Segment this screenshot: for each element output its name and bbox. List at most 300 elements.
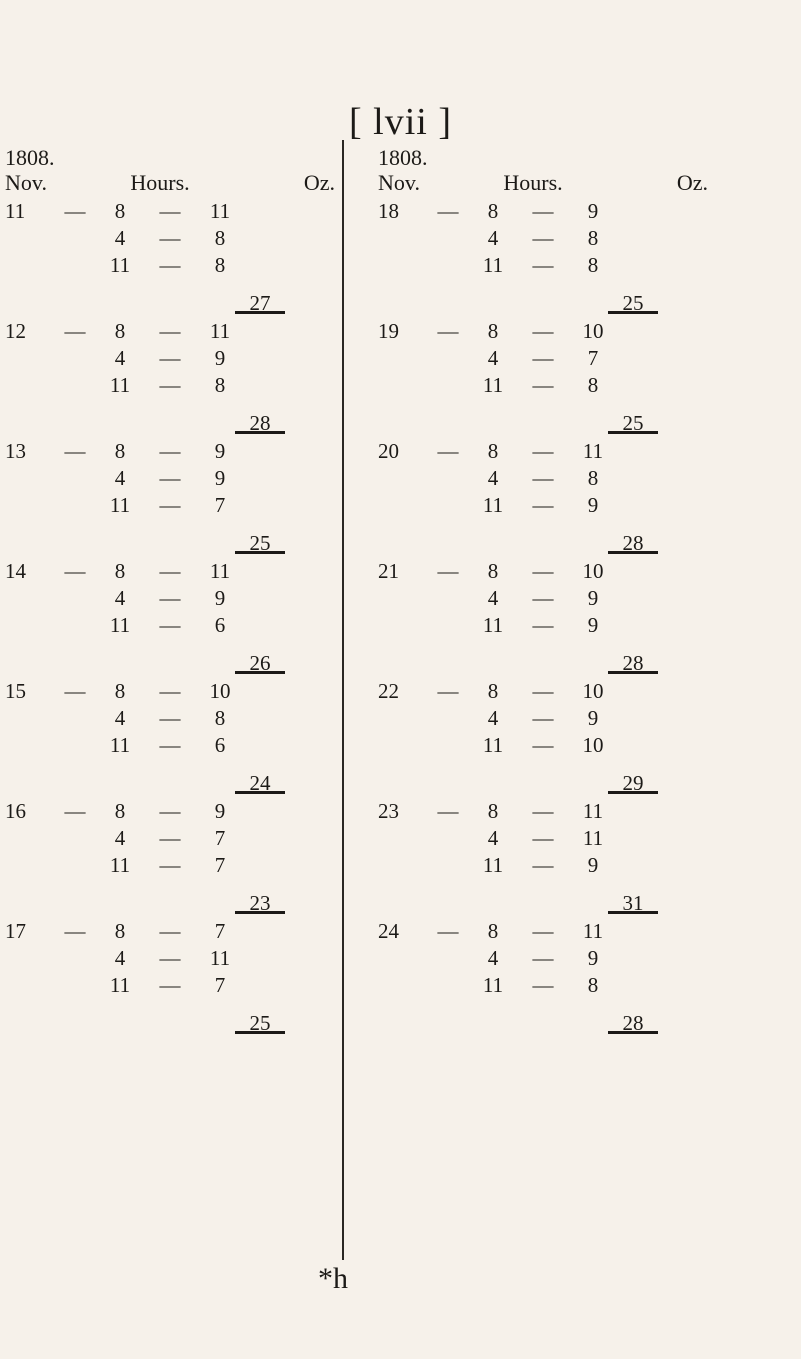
spacer — [245, 252, 335, 279]
total-value: 26 — [249, 651, 271, 675]
dash-separator — [428, 945, 468, 972]
table-row — [5, 612, 335, 639]
dash-separator: — — [532, 853, 554, 877]
dash-separator: — — [532, 346, 554, 370]
dash-separator — [55, 945, 95, 972]
ounce-value: 9 — [587, 493, 599, 517]
dash-separator — [428, 825, 468, 852]
dash-separator: — — [532, 493, 554, 517]
spacer — [618, 465, 708, 492]
ounce-value: 11 — [582, 826, 604, 850]
dash-separator: — — [159, 586, 181, 610]
ounce-value: 7 — [214, 493, 226, 517]
dash-separator: — — [437, 319, 459, 343]
day-block — [378, 798, 708, 918]
hour-value: 11 — [482, 853, 504, 877]
table-row — [5, 585, 335, 612]
hour-value: 8 — [487, 559, 499, 583]
hour-value: 4 — [487, 346, 499, 370]
spacer — [245, 852, 335, 879]
dash-separator: — — [159, 679, 181, 703]
day-block — [5, 438, 335, 558]
dash-separator: — — [532, 799, 554, 823]
dash-separator — [55, 612, 95, 639]
hour-value: 11 — [482, 733, 504, 757]
day-number — [378, 852, 428, 879]
hour-value: 11 — [482, 253, 504, 277]
ounce-value: 11 — [582, 919, 604, 943]
dash-separator — [55, 732, 95, 759]
ounce-value: 10 — [582, 679, 604, 703]
dash-separator: — — [64, 439, 86, 463]
spacer — [245, 798, 335, 825]
spacer — [618, 318, 708, 345]
table-row — [5, 705, 335, 732]
ounce-value: 9 — [587, 613, 599, 637]
table-row — [5, 318, 335, 345]
spacer — [245, 492, 335, 519]
table-row — [5, 825, 335, 852]
table-row — [378, 972, 708, 999]
spacer — [245, 465, 335, 492]
spacer — [245, 345, 335, 372]
day-number — [5, 492, 55, 519]
ounce-value: 10 — [209, 679, 231, 703]
dash-separator: — — [532, 466, 554, 490]
day-block — [5, 558, 335, 678]
dash-separator — [55, 972, 95, 999]
spacer — [618, 852, 708, 879]
daily-total — [378, 1009, 708, 1038]
day-number — [378, 492, 428, 519]
total-value: 24 — [249, 771, 271, 795]
day-block — [5, 198, 335, 318]
dash-separator: — — [532, 826, 554, 850]
hour-value: 4 — [487, 226, 499, 250]
day-number — [378, 585, 428, 612]
dash-separator: — — [159, 853, 181, 877]
spacer — [245, 972, 335, 999]
dash-separator — [428, 972, 468, 999]
hour-value: 4 — [487, 826, 499, 850]
dash-separator: — — [437, 799, 459, 823]
table-row — [378, 492, 708, 519]
dash-separator — [55, 252, 95, 279]
hour-value: 11 — [109, 373, 131, 397]
hour-value: 11 — [482, 973, 504, 997]
table-row — [378, 732, 708, 759]
table-row — [378, 198, 708, 225]
hour-value: 8 — [114, 679, 126, 703]
day-number — [5, 612, 55, 639]
ounce-value: 10 — [582, 733, 604, 757]
ounce-value: 11 — [209, 199, 231, 223]
spacer — [618, 825, 708, 852]
daily-total — [5, 409, 335, 438]
table-row — [5, 372, 335, 399]
dash-separator: — — [159, 439, 181, 463]
spacer — [618, 252, 708, 279]
dash-separator: — — [437, 919, 459, 943]
dash-separator: — — [532, 733, 554, 757]
ounce-value: 11 — [209, 946, 231, 970]
dash-separator — [55, 825, 95, 852]
spacer — [618, 732, 708, 759]
ounce-value: 9 — [214, 586, 226, 610]
ounce-value: 8 — [214, 253, 226, 277]
hour-value: 4 — [114, 706, 126, 730]
dash-separator — [428, 705, 468, 732]
day-number: 18 — [378, 199, 399, 223]
day-block — [378, 678, 708, 798]
total-value: 25 — [622, 411, 644, 435]
dash-separator — [428, 852, 468, 879]
hour-value: 11 — [482, 613, 504, 637]
ounce-value: 11 — [582, 799, 604, 823]
hour-value: 11 — [109, 733, 131, 757]
ounce-value: 9 — [587, 853, 599, 877]
spacer — [245, 945, 335, 972]
hour-value: 8 — [487, 799, 499, 823]
ounce-value: 8 — [214, 226, 226, 250]
page-header: [ lvii ] — [349, 101, 452, 143]
spacer — [618, 438, 708, 465]
hour-value: 8 — [114, 919, 126, 943]
right-column-headers — [378, 170, 708, 198]
day-number: 11 — [5, 199, 26, 223]
spacer — [245, 372, 335, 399]
day-number: 12 — [5, 319, 26, 343]
hour-value: 11 — [482, 373, 504, 397]
ounce-value: 9 — [214, 799, 226, 823]
dash-separator: — — [437, 439, 459, 463]
table-row — [378, 225, 708, 252]
day-number — [378, 825, 428, 852]
left-year: 1808. — [5, 145, 55, 170]
left-day-list — [5, 198, 335, 1038]
dash-separator: — — [532, 559, 554, 583]
table-row — [5, 558, 335, 585]
dash-separator: — — [532, 439, 554, 463]
hour-value: 8 — [114, 199, 126, 223]
dash-separator — [55, 705, 95, 732]
total-value: 28 — [249, 411, 271, 435]
day-block — [378, 318, 708, 438]
right-header-hours: Hours. — [503, 170, 563, 195]
day-number — [378, 372, 428, 399]
day-number: 23 — [378, 799, 399, 823]
day-number: 14 — [5, 559, 26, 583]
daily-total — [378, 649, 708, 678]
dash-separator: — — [159, 613, 181, 637]
dash-separator: — — [64, 799, 86, 823]
table-row — [378, 465, 708, 492]
ounce-value: 8 — [587, 466, 599, 490]
dash-separator: — — [159, 733, 181, 757]
dash-separator: — — [159, 946, 181, 970]
spacer — [618, 972, 708, 999]
dash-separator — [428, 372, 468, 399]
spacer — [245, 558, 335, 585]
daily-total — [5, 529, 335, 558]
daily-total — [5, 769, 335, 798]
hour-value: 11 — [482, 493, 504, 517]
dash-separator: — — [64, 559, 86, 583]
ounce-value: 7 — [587, 346, 599, 370]
table-row — [378, 945, 708, 972]
ounce-value: 9 — [214, 466, 226, 490]
day-block — [378, 198, 708, 318]
total-value: 28 — [622, 531, 644, 555]
table-row — [5, 198, 335, 225]
day-number: 13 — [5, 439, 26, 463]
ounce-value: 9 — [587, 706, 599, 730]
total-value: 25 — [622, 291, 644, 315]
day-number — [378, 972, 428, 999]
daily-total — [5, 889, 335, 918]
spacer — [618, 225, 708, 252]
dash-separator: — — [64, 319, 86, 343]
dash-separator — [55, 225, 95, 252]
day-number: 16 — [5, 799, 26, 823]
hour-value: 4 — [114, 946, 126, 970]
table-row — [378, 798, 708, 825]
day-block — [5, 318, 335, 438]
hour-value: 8 — [114, 559, 126, 583]
dash-separator: — — [437, 559, 459, 583]
dash-separator: — — [437, 199, 459, 223]
ounce-value: 7 — [214, 919, 226, 943]
hour-value: 8 — [114, 439, 126, 463]
day-number — [5, 252, 55, 279]
hour-value: 4 — [114, 826, 126, 850]
right-day-list — [378, 198, 708, 1038]
dash-separator: — — [159, 493, 181, 517]
daily-total — [378, 409, 708, 438]
ounce-value: 9 — [587, 586, 599, 610]
day-number — [5, 585, 55, 612]
total-value: 25 — [249, 531, 271, 555]
ounce-value: 11 — [582, 439, 604, 463]
dash-separator: — — [532, 199, 554, 223]
right-year: 1808. — [378, 145, 428, 170]
hour-value: 4 — [487, 586, 499, 610]
spacer — [245, 225, 335, 252]
hour-value: 4 — [114, 586, 126, 610]
dash-separator — [428, 732, 468, 759]
column-divider — [342, 140, 344, 1260]
day-number — [5, 345, 55, 372]
dash-separator: — — [64, 679, 86, 703]
total-value: 31 — [622, 891, 644, 915]
ounce-value: 6 — [214, 733, 226, 757]
table-row — [378, 585, 708, 612]
hour-value: 8 — [114, 799, 126, 823]
dash-separator: — — [159, 319, 181, 343]
day-number — [378, 345, 428, 372]
dash-separator: — — [532, 586, 554, 610]
left-header-oz: Oz. — [303, 170, 335, 195]
dash-separator: — — [532, 226, 554, 250]
spacer — [245, 825, 335, 852]
dash-separator — [428, 612, 468, 639]
day-number: 24 — [378, 919, 399, 943]
day-number: 17 — [5, 919, 26, 943]
daily-total — [378, 889, 708, 918]
ounce-value: 7 — [214, 853, 226, 877]
dash-separator: — — [532, 613, 554, 637]
left-column-headers — [5, 170, 335, 198]
left-column — [5, 146, 335, 1038]
dash-separator: — — [159, 199, 181, 223]
spacer — [618, 492, 708, 519]
dash-separator: — — [159, 706, 181, 730]
dash-separator — [428, 225, 468, 252]
day-block — [5, 678, 335, 798]
spacer — [618, 558, 708, 585]
total-value: 25 — [249, 1011, 271, 1035]
table-row — [378, 345, 708, 372]
day-number — [5, 972, 55, 999]
spacer — [618, 798, 708, 825]
daily-total — [378, 529, 708, 558]
day-number — [5, 465, 55, 492]
daily-total — [5, 1009, 335, 1038]
dash-separator: — — [532, 706, 554, 730]
dash-separator: — — [532, 319, 554, 343]
left-header-day: Nov. — [5, 170, 47, 195]
spacer — [618, 945, 708, 972]
table-row — [5, 465, 335, 492]
table-row — [5, 732, 335, 759]
spacer — [618, 918, 708, 945]
table-row — [5, 918, 335, 945]
dash-separator: — — [159, 466, 181, 490]
day-number — [5, 945, 55, 972]
table-row — [378, 705, 708, 732]
day-number: 22 — [378, 679, 399, 703]
ounce-value: 7 — [214, 826, 226, 850]
dash-separator: — — [159, 799, 181, 823]
dash-separator: — — [437, 679, 459, 703]
hour-value: 11 — [109, 493, 131, 517]
dash-separator: — — [159, 253, 181, 277]
hour-value: 4 — [487, 946, 499, 970]
ounce-value: 8 — [587, 253, 599, 277]
table-row — [5, 798, 335, 825]
ounce-value: 11 — [209, 559, 231, 583]
hour-value: 11 — [109, 853, 131, 877]
table-row — [5, 852, 335, 879]
table-row — [5, 972, 335, 999]
hour-value: 11 — [109, 253, 131, 277]
right-header-oz: Oz. — [676, 170, 708, 195]
spacer — [618, 372, 708, 399]
total-value: 23 — [249, 891, 271, 915]
table-row — [5, 438, 335, 465]
spacer — [245, 918, 335, 945]
spacer — [618, 612, 708, 639]
ounce-value: 9 — [587, 946, 599, 970]
dash-separator: — — [532, 919, 554, 943]
table-row — [5, 345, 335, 372]
daily-total — [5, 289, 335, 318]
hour-value: 8 — [487, 199, 499, 223]
spacer — [245, 732, 335, 759]
hour-value: 4 — [487, 706, 499, 730]
day-block — [378, 558, 708, 678]
dash-separator: — — [159, 919, 181, 943]
dash-separator — [55, 465, 95, 492]
spacer — [245, 585, 335, 612]
dash-separator: — — [159, 346, 181, 370]
dash-separator — [428, 465, 468, 492]
day-number — [5, 372, 55, 399]
table-row — [5, 945, 335, 972]
dash-separator: — — [532, 679, 554, 703]
total-value: 28 — [622, 651, 644, 675]
table-row — [378, 678, 708, 705]
right-header-day: Nov. — [378, 170, 420, 195]
daily-total — [378, 769, 708, 798]
dash-separator — [55, 585, 95, 612]
spacer — [618, 705, 708, 732]
spacer — [618, 585, 708, 612]
table-row — [378, 438, 708, 465]
table-row — [378, 918, 708, 945]
table-row — [5, 678, 335, 705]
day-number — [378, 225, 428, 252]
day-number — [378, 705, 428, 732]
total-value: 27 — [249, 291, 271, 315]
spacer — [618, 678, 708, 705]
spacer — [245, 438, 335, 465]
dash-separator: — — [532, 253, 554, 277]
hour-value: 11 — [109, 973, 131, 997]
ounce-value: 8 — [587, 373, 599, 397]
dash-separator: — — [64, 919, 86, 943]
spacer — [245, 612, 335, 639]
table-row — [378, 372, 708, 399]
table-row — [5, 252, 335, 279]
dash-separator — [428, 345, 468, 372]
dash-separator: — — [159, 973, 181, 997]
ounce-value: 7 — [214, 973, 226, 997]
dash-separator: — — [532, 973, 554, 997]
dash-separator — [428, 585, 468, 612]
hour-value: 8 — [487, 439, 499, 463]
ounce-value: 8 — [587, 226, 599, 250]
hour-value: 8 — [487, 679, 499, 703]
spacer — [618, 345, 708, 372]
day-number — [5, 705, 55, 732]
ounce-value: 9 — [214, 439, 226, 463]
day-number — [5, 852, 55, 879]
hour-value: 8 — [487, 319, 499, 343]
hour-value: 8 — [114, 319, 126, 343]
ounce-value: 6 — [214, 613, 226, 637]
table-row — [378, 852, 708, 879]
ounce-value: 11 — [209, 319, 231, 343]
dash-separator — [55, 852, 95, 879]
dash-separator — [428, 492, 468, 519]
signature-mark: *h — [318, 1262, 348, 1295]
daily-total — [5, 649, 335, 678]
dash-separator — [55, 492, 95, 519]
dash-separator: — — [159, 373, 181, 397]
hour-value: 4 — [114, 346, 126, 370]
hour-value: 4 — [487, 466, 499, 490]
